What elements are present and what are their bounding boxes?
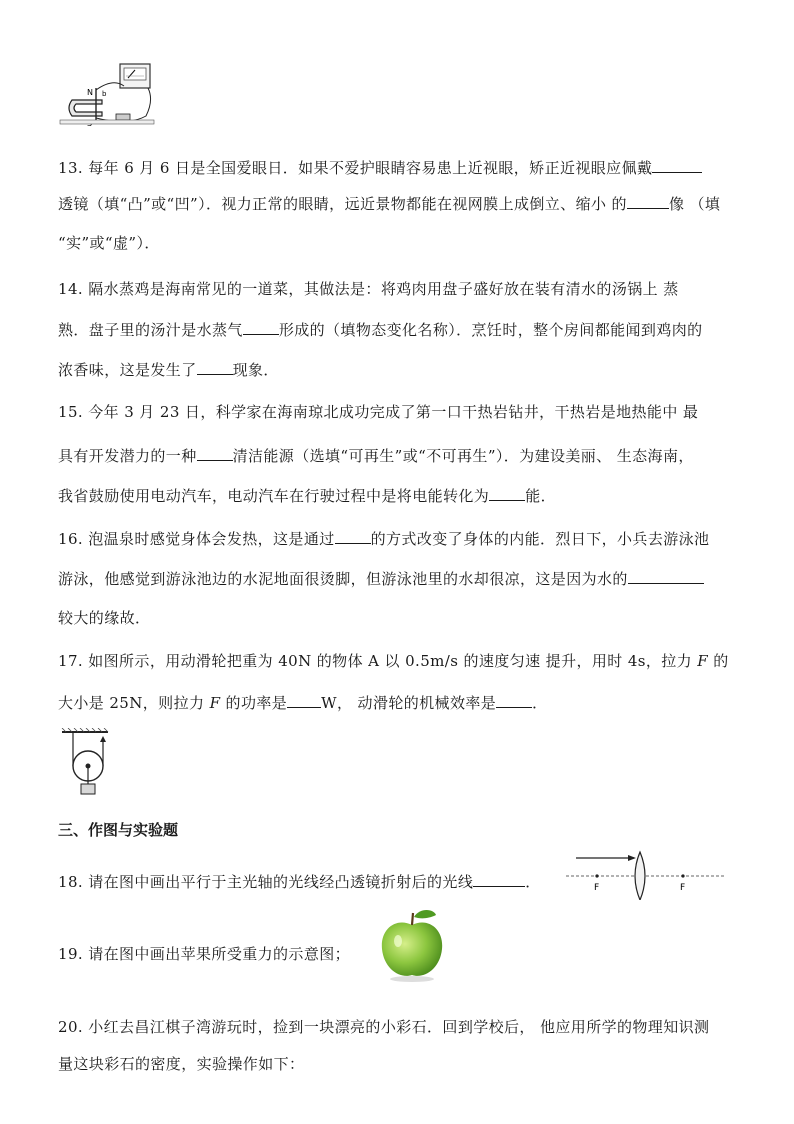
q14-text: 熟．盘子里的汤汁是水蒸气 [58, 321, 243, 339]
q17-text: 的功率是 [220, 694, 288, 712]
q16-answer-blank-1[interactable] [335, 528, 371, 544]
q18-text: ． [525, 873, 541, 891]
q17-text: 17. 如图所示，用动滑轮把重为 40N 的物体 A 以 0.5m/s 的速度匀速 提升，用时 4s，拉力 [58, 652, 698, 670]
q13-line-2 [58, 193, 720, 214]
pulley-figure [58, 728, 118, 800]
q16-line-3 [58, 608, 150, 628]
q16-line-2 [58, 568, 704, 589]
apple-figure [378, 907, 446, 983]
q18-answer-blank[interactable] [473, 871, 525, 887]
q15-line-1 [58, 402, 698, 422]
q14-text: 形成的（填物态变化名称）．烹饪时，整个房间都能闻到鸡肉的 [278, 321, 703, 339]
q13-text: 像 （填 [668, 195, 721, 213]
q14-line-2 [58, 319, 703, 340]
q15-text: 能． [525, 487, 557, 505]
q13-line-3 [58, 233, 160, 253]
q15-text: 具有开发潜力的一种 [58, 447, 197, 465]
q20-text: 量这块彩石的密度，实验操作如下： [58, 1055, 305, 1073]
q17-text: W， 动滑轮的机械效率是 [321, 694, 497, 712]
q15-text: 15. 今年 3 月 23 日，科学家在海南琼北成功完成了第一口干热岩钻井，干热岩是地热能中 最 [58, 403, 699, 421]
q14-text: 浓香味，这是发生了 [58, 361, 197, 379]
q14-answer-blank-1[interactable] [243, 319, 279, 335]
q20-line-2 [58, 1054, 304, 1074]
q13-line-1 [58, 157, 702, 178]
q15-answer-blank-1[interactable] [197, 445, 233, 461]
q17-text: ． [532, 694, 548, 712]
q17-line-1 [58, 651, 729, 671]
q13-text: 透镜（填“凸”或“凹”）．视力正常的眼睛，远近景物都能在视网膜上成倒立、缩小 的 [58, 195, 627, 213]
q15-line-3 [58, 485, 556, 506]
q13-text: 13. 每年 6 月 6 日是全国爱眼日．如果不爱护眼睛容易患上近视眼，矫正近视眼应佩戴 [58, 159, 653, 177]
force-symbol: F [209, 694, 221, 712]
north-pole-label: N [87, 88, 93, 97]
q16-text: 16. 泡温泉时感觉身体会发热，这是通过 [58, 530, 335, 548]
q13-text: “实”或“虚”）． [58, 234, 160, 252]
q13-answer-blank-2[interactable] [627, 193, 669, 209]
q19-text: 19. 请在图中画出苹果所受重力的示意图； [58, 945, 351, 963]
q15-text: 我省鼓励使用电动汽车，电动汽车在行驶过程中是将电能转化为 [58, 487, 490, 505]
focal-point-right-label: F [680, 883, 686, 893]
q18-text: 18. 请在图中画出平行于主光轴的光线经凸透镜折射后的光线 [58, 873, 474, 891]
q14-text: 14. 隔水蒸鸡是海南常见的一道菜，其做法是：将鸡肉用盘子盛好放在装有清水的汤锅上 蒸 [58, 280, 679, 298]
q17-text: 的 [708, 652, 729, 670]
q16-text: 较大的缘故． [58, 609, 151, 627]
electromagnetic-apparatus-figure [58, 60, 158, 132]
force-symbol: F [697, 652, 709, 670]
q15-text: 清洁能源（选填“可再生”或“不可再生”）．为建设美丽、 生态海南， [232, 447, 694, 465]
wire-b-label: b [102, 90, 107, 98]
q16-line-1 [58, 528, 709, 549]
q13-answer-blank-1[interactable] [652, 157, 702, 173]
q16-text: 游泳，他感觉到游泳池边的水泥地面很烫脚，但游泳池里的水却很凉，这是因为水的 [58, 570, 628, 588]
q15-line-2 [58, 445, 694, 466]
q18-line [58, 871, 541, 892]
q17-line-2 [58, 692, 548, 713]
convex-lens-figure [566, 850, 726, 900]
q14-line-3 [58, 359, 279, 380]
q17-answer-blank-2[interactable] [496, 692, 532, 708]
section-heading: 三、作图与实验题 [58, 821, 179, 839]
q15-answer-blank-2[interactable] [489, 485, 525, 501]
q20-text: 20. 小红去昌江棋子湾游玩时，捡到一块漂亮的小彩石．回到学校后， 他应用所学的物理知识测 [58, 1018, 710, 1036]
focal-point-left-label: F [594, 883, 600, 893]
q20-line-1 [58, 1017, 709, 1037]
q17-answer-blank-1[interactable] [287, 692, 321, 708]
q16-answer-blank-2[interactable] [628, 568, 704, 584]
q14-text: 现象． [232, 361, 279, 379]
q14-answer-blank-2[interactable] [197, 359, 233, 375]
q16-text: 的方式改变了身体的内能．烈日下，小兵去游泳池 [370, 530, 710, 548]
q19-line [58, 944, 350, 964]
q14-line-1 [58, 279, 679, 299]
q17-text: 大小是 25N，则拉力 [58, 694, 210, 712]
